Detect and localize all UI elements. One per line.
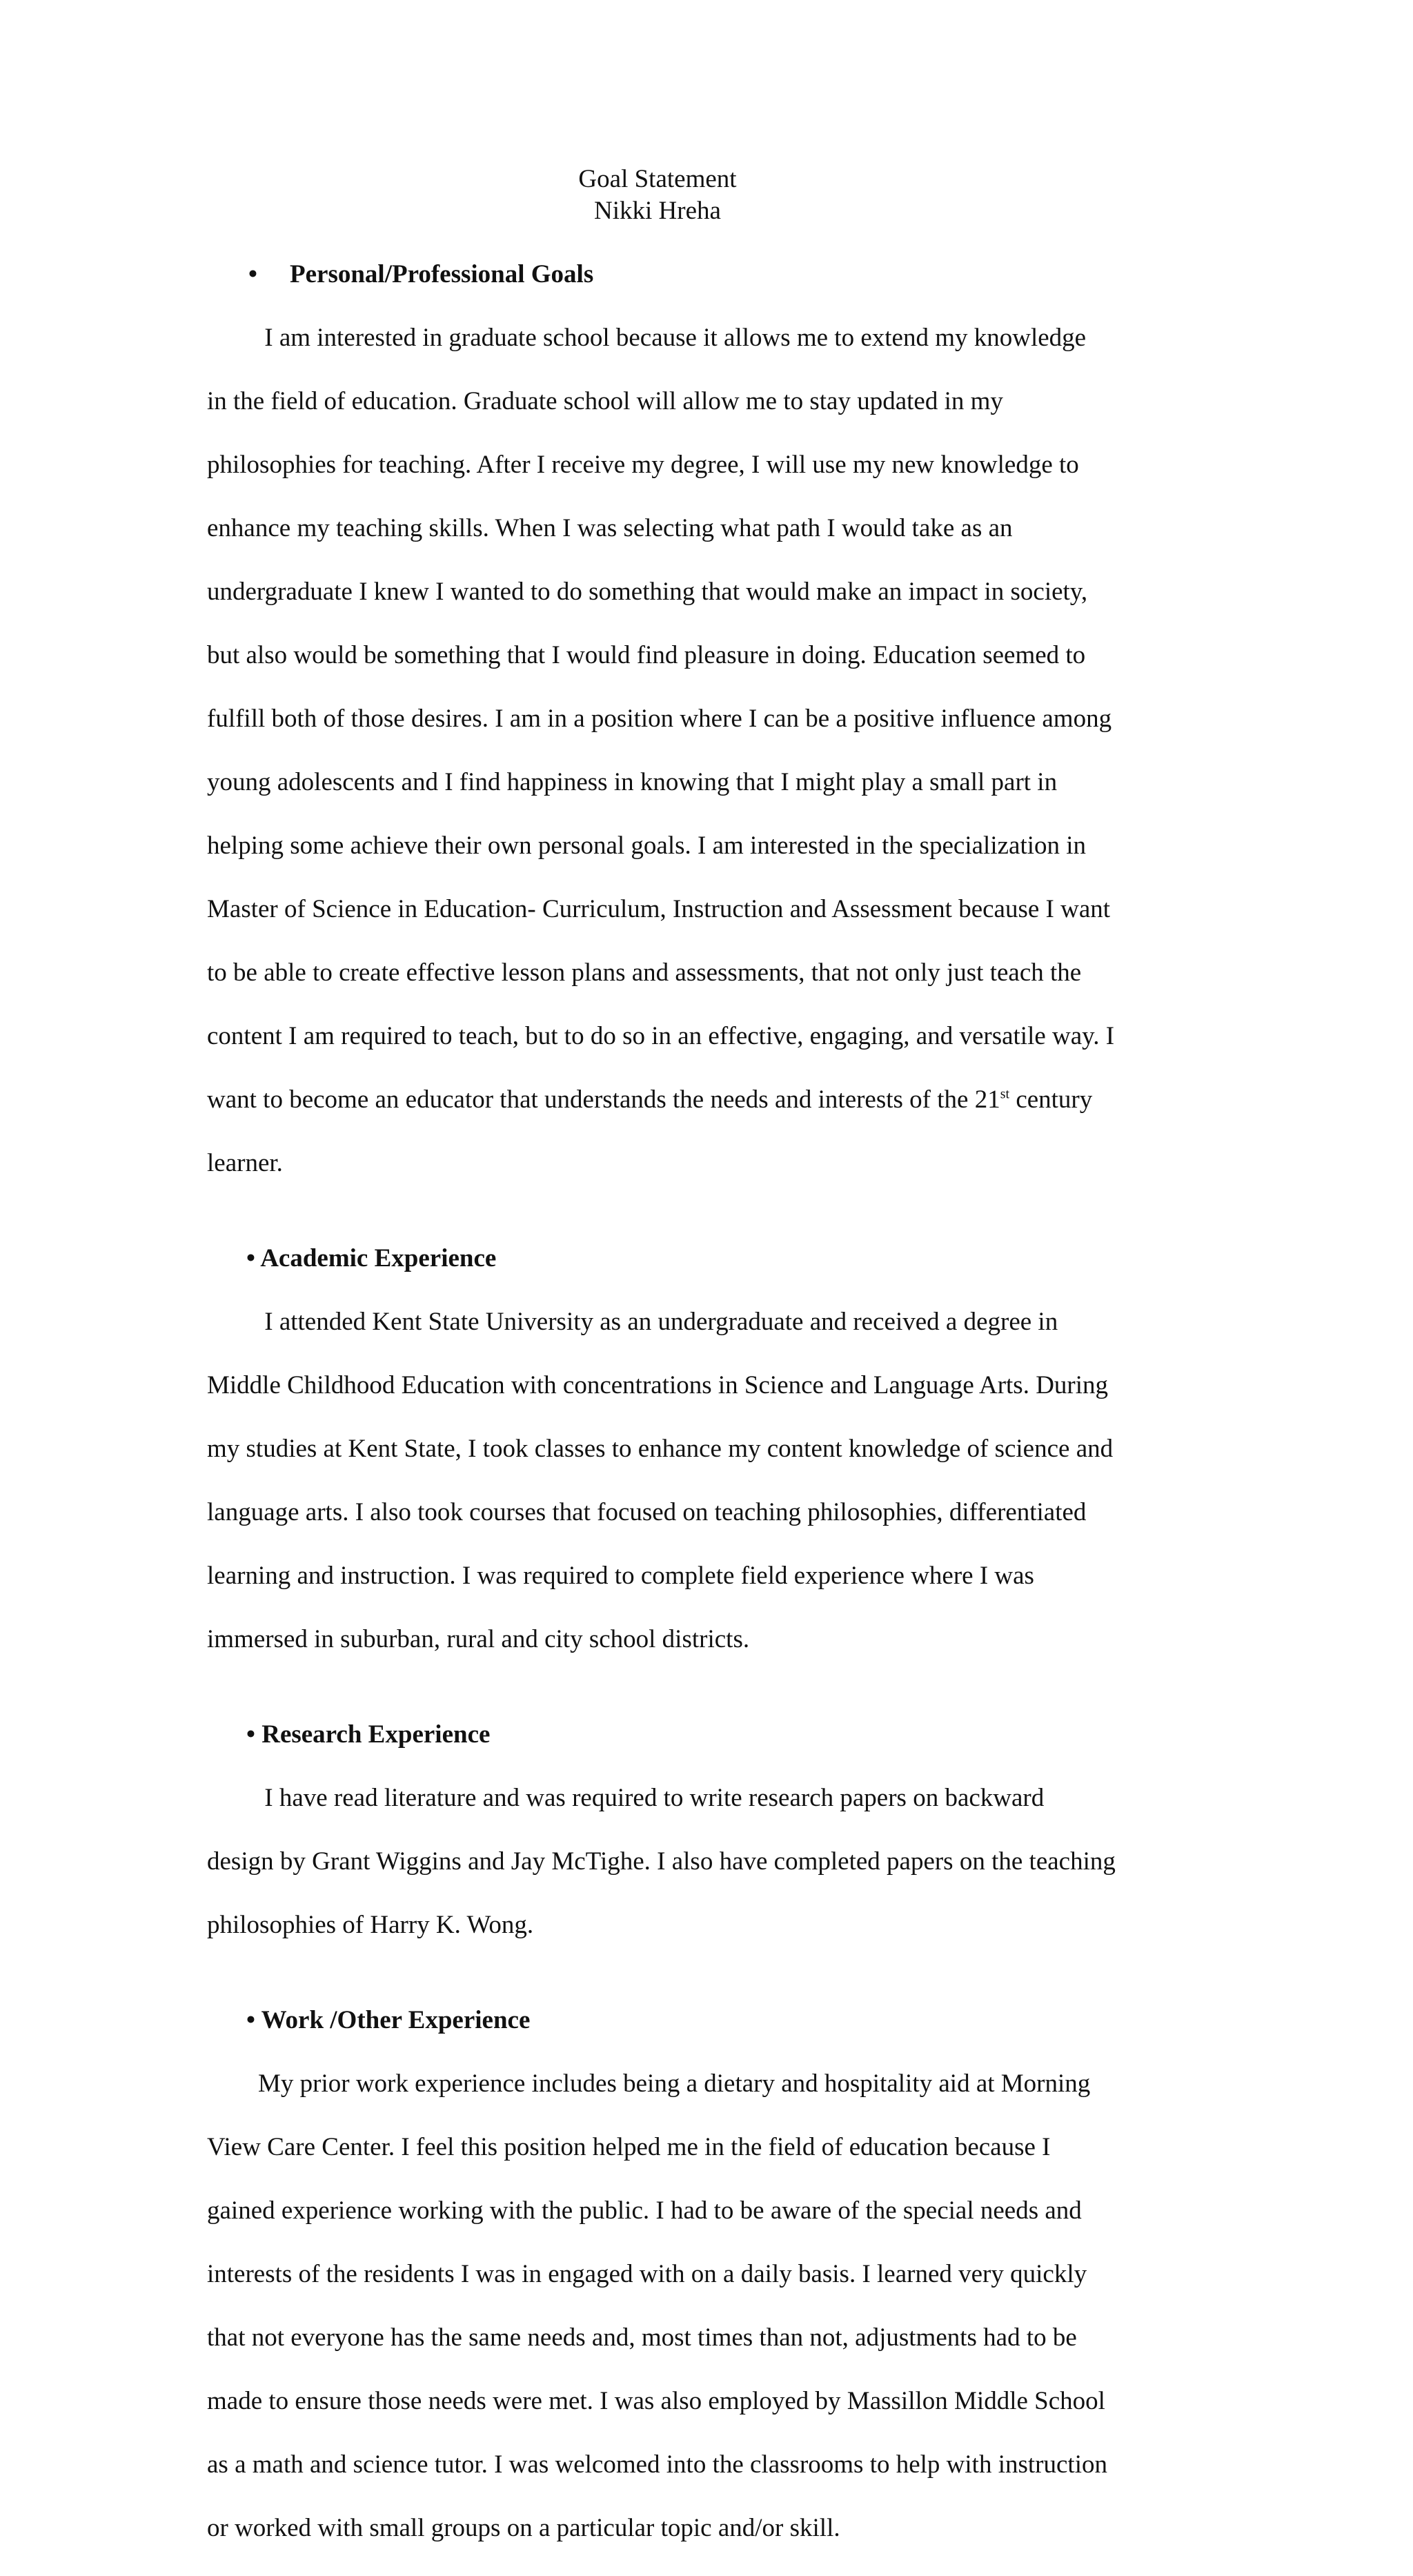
text-line: or worked with small groups on a particular topic and/or skill. [207, 2514, 840, 2542]
text-line: young adolescents and I find happiness in knowing that I might play a small part in [207, 768, 1058, 796]
document-title: Goal Statement [578, 165, 737, 193]
bullet-icon: • [248, 260, 257, 288]
section-work-other-experience [207, 2005, 1207, 2576]
text-fragment: want to become an educator that understands the needs and interests of the 21 [207, 1085, 1000, 1114]
heading-text: Academic Experience [260, 1244, 497, 1272]
text-fragment: century [1009, 1085, 1093, 1114]
text-line: but also would be something that I would find pleasure in doing. Education seemed to [207, 641, 1086, 669]
bullet-icon: • [246, 1244, 255, 1272]
text-line: made to ensure those needs were met. I was also employed by Massillon Middle School [207, 2387, 1105, 2415]
superscript-ordinal: st [1000, 1086, 1010, 1102]
text-line: My prior work experience includes being a dietary and hospitality aid at Morning [207, 2069, 1091, 2098]
section-paragraph [207, 1751, 1207, 1973]
text-line: gained experience working with the public. I had to be aware of the special needs and [207, 2196, 1082, 2225]
text-line: immersed in suburban, rural and city school districts. [207, 1625, 750, 1653]
text-line: I attended Kent State University as an undergraduate and received a degree in [207, 1308, 1058, 1336]
section-paragraph [207, 291, 1207, 1211]
section-heading [207, 259, 1207, 291]
text-line: philosophies for teaching. After I receive my degree, I will use my new knowledge to [207, 451, 1079, 479]
heading-text: Work /Other Experience [261, 2006, 531, 2034]
text-line: as a math and science tutor. I was welcomed into the classrooms to help with instruction [207, 2450, 1107, 2479]
text-line: design by Grant Wiggins and Jay McTighe. I also have completed papers on the teaching [207, 1847, 1116, 1876]
section-heading [207, 1719, 1207, 1751]
text-line: philosophies of Harry K. Wong. [207, 1911, 534, 1939]
author-name: Nikki Hreha [594, 197, 721, 225]
text-line: I am interested in graduate school because it allows me to extend my knowledge [207, 324, 1087, 352]
text-line: Master of Science in Education- Curriculum, Instruction and Assessment because I want [207, 895, 1111, 923]
text-line: undergraduate I knew I wanted to do something that would make an impact in society, [207, 578, 1088, 606]
bullet-icon: • [246, 2006, 255, 2034]
text-line: to be able to create effective lesson plans and assessments, that not only just teach the [207, 958, 1082, 987]
section-personal-professional-goals [207, 259, 1207, 1211]
section-heading [207, 1243, 1207, 1275]
text-line: Middle Childhood Education with concentrations in Science and Language Arts. During [207, 1371, 1109, 1399]
text-line: learner. [207, 1149, 283, 1177]
text-line: View Care Center. I feel this position helped me in the field of education because I [207, 2133, 1051, 2161]
text-line: interests of the residents I was in engaged with on a daily basis. I learned very quickly [207, 2260, 1087, 2288]
text-line: enhance my teaching skills. When I was selecting what path I would take as an [207, 514, 1013, 542]
heading-text: Personal/Professional Goals [290, 260, 594, 288]
text-line: I have read literature and was required to write research papers on backward [207, 1784, 1045, 1812]
section-academic-experience [207, 1243, 1207, 1687]
text-line [207, 1084, 1207, 1116]
bullet-icon: • [246, 1720, 255, 1749]
text-line: my studies at Kent State, I took classes to enhance my content knowledge of science and [207, 1435, 1114, 1463]
text-line: fulfill both of those desires. I am in a position where I can be a positive influence among [207, 705, 1112, 733]
section-heading [207, 2005, 1207, 2036]
text-line: language arts. I also took courses that focused on teaching philosophies, differentiated [207, 1498, 1087, 1526]
text-line: that not everyone has the same needs and, most times than not, adjustments had to be [207, 2323, 1077, 2352]
section-research-experience [207, 1719, 1207, 1973]
text-line: in the field of education. Graduate school will allow me to stay updated in my [207, 387, 1003, 415]
section-paragraph [207, 1275, 1207, 1687]
section-paragraph [207, 2036, 1207, 2576]
text-line: helping some achieve their own personal goals. I am interested in the specialization in [207, 832, 1087, 860]
heading-text: Research Experience [261, 1720, 491, 1749]
title-block [0, 164, 1198, 227]
text-line: content I am required to teach, but to do so in an effective, engaging, and versatile way. I [207, 1022, 1115, 1050]
document-page [207, 164, 1207, 2576]
text-line: learning and instruction. I was required to complete field experience where I was [207, 1562, 1034, 1590]
